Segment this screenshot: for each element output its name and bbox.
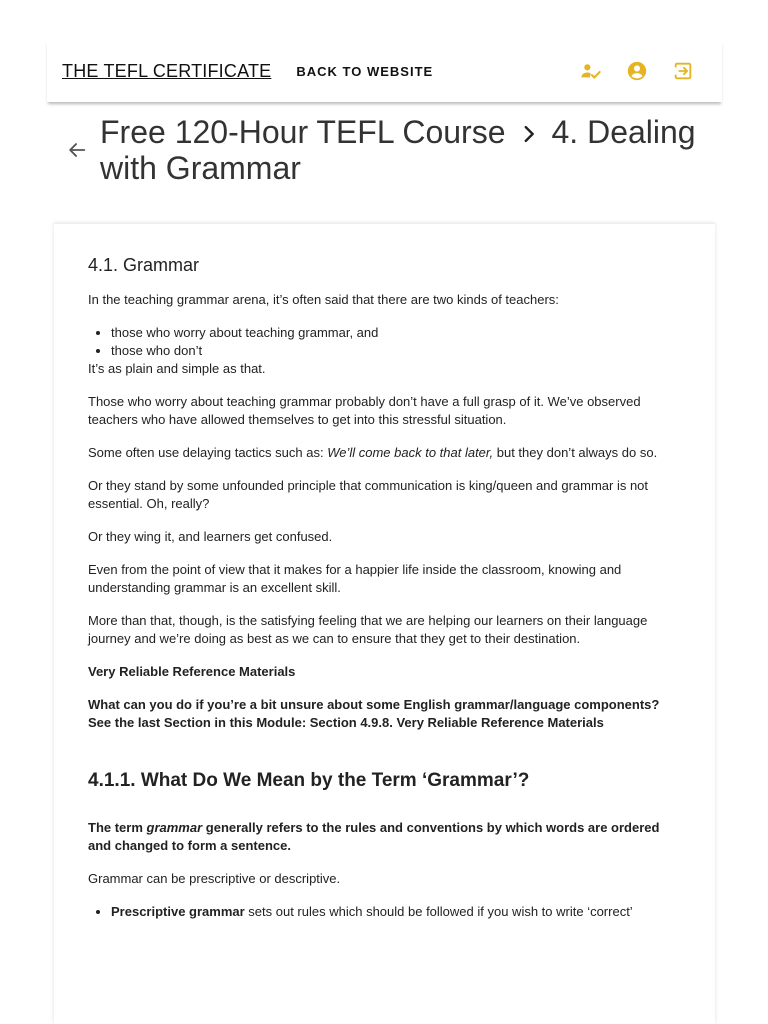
breadcrumb-title bbox=[100, 114, 720, 186]
paragraph-satisfying: More than that, though, is the satisfying feeling that we are helping our learners on their language journey and we’re doing as best as we can to ensure that they get to their destination. bbox=[88, 613, 648, 646]
text-run: sets out rules which should be followed if you wish to write ‘correct’ bbox=[244, 904, 633, 919]
paragraph-happier: Even from the point of view that it makes for a happier life inside the classroom, knowing and understanding grammar is an excellent skill. bbox=[88, 562, 622, 595]
breadcrumb-course-link[interactable]: Free 120-Hour TEFL Course bbox=[100, 114, 506, 150]
chevron-right-icon bbox=[518, 116, 540, 138]
paragraph-delaying bbox=[88, 444, 682, 462]
list-item: • those who worry about teaching grammar, and bbox=[111, 324, 682, 342]
progress-check-icon[interactable] bbox=[580, 60, 602, 82]
text-run: generally refers to the rules and conventions by which words are ordered and changed to form a sentence. bbox=[88, 820, 660, 853]
paragraph-worry: Those who worry about teaching grammar probably don’t have a full grasp of it. We’ve observed teachers who have allowed themselves to get into this stressful situation. bbox=[88, 394, 641, 427]
emphasis-text: grammar bbox=[146, 820, 203, 835]
reference-text: What can you do if you’re a bit unsure about some English grammar/language components? See the last Section in this Module: Section 4.9.8. Very Reliable Reference Materials bbox=[88, 697, 660, 730]
reference-heading: Very Reliable Reference Materials bbox=[88, 664, 296, 679]
account-circle-icon[interactable] bbox=[626, 60, 648, 82]
teacher-kinds-list bbox=[111, 324, 682, 360]
arrow-left-icon[interactable] bbox=[66, 139, 88, 161]
section-title: 4.1. Grammar bbox=[88, 255, 200, 275]
header-icon-group bbox=[556, 60, 694, 82]
emphasis-text: We’ll come back to that later, bbox=[327, 445, 494, 460]
list-item bbox=[111, 903, 682, 921]
grammar-types-list bbox=[111, 903, 682, 921]
text-run: but they don’t always do so. bbox=[493, 445, 658, 460]
logout-icon[interactable] bbox=[672, 60, 694, 82]
subsection-title: 4.1.1. What Do We Mean by the Term ‘Grammar’? bbox=[88, 770, 530, 791]
breadcrumb-lesson: 4. Dealing with Grammar bbox=[100, 114, 696, 186]
lesson-content-card bbox=[54, 223, 715, 1024]
types-paragraph: Grammar can be prescriptive or descriptive. bbox=[88, 871, 341, 886]
paragraph-wing-it: Or they wing it, and learners get confused. bbox=[88, 529, 333, 544]
prescriptive-label: Prescriptive grammar bbox=[111, 904, 245, 919]
intro-paragraph: In the teaching grammar arena, it’s often said that there are two kinds of teachers: bbox=[88, 292, 559, 307]
text-run: Some often use delaying tactics such as: bbox=[88, 445, 328, 460]
brand-link[interactable]: THE TEFL CERTIFICATE bbox=[62, 60, 272, 81]
top-navigation-bar bbox=[47, 40, 722, 102]
text-run: The term bbox=[88, 820, 147, 835]
definition-paragraph bbox=[88, 819, 682, 855]
back-to-website-link[interactable]: BACK TO WEBSITE bbox=[296, 63, 434, 79]
plain-paragraph: It’s as plain and simple as that. bbox=[88, 361, 266, 376]
paragraph-principle: Or they stand by some unfounded principle that communication is king/queen and grammar is not essential. Oh, really? bbox=[88, 478, 649, 511]
lesson-article bbox=[88, 254, 682, 921]
list-item: • those who don’t bbox=[111, 342, 682, 360]
